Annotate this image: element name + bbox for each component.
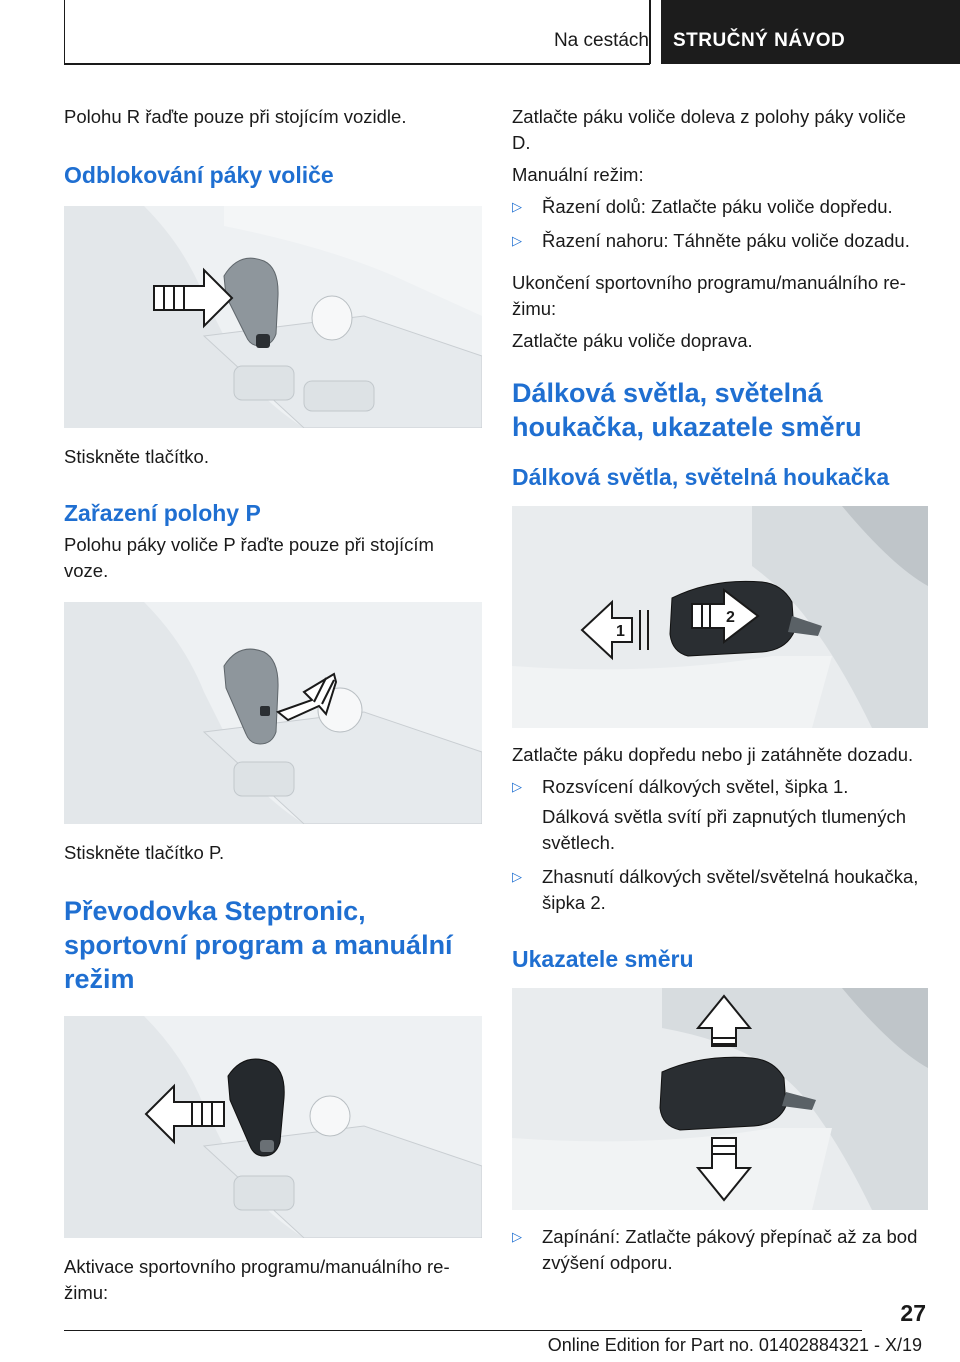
paragraph: Ukončení sportovního programu/manuálního re-žimu: [512,272,906,319]
list-item: ▷ Zhasnutí dálkových světel/světelná houkačka, šipka 2. [512,866,919,913]
arrow-label-2: 2 [726,609,735,626]
list-item-note: Dálková světla svítí při zapnutých tlumených světlech. [542,806,906,853]
figure-turn-signals-stalk [512,988,928,1210]
triangle-right-icon: ▷ [512,1229,522,1244]
triangle-right-icon: ▷ [512,869,522,884]
list-item: ▷ Rozsvícení dálkových světel, šipka 1. [512,774,928,800]
header-rule-bottom [64,63,650,65]
figure-sport-program [64,1016,482,1238]
header-rule-left [64,0,65,64]
heading-high-beams: Dálková světla, světelná houkačka [512,464,890,490]
header-separator [649,0,651,64]
list-turn-signals [512,1224,928,1276]
paragraph: Stiskněte tlačítko. [64,446,209,467]
heading-high-beams-turn-signals: Dálková světla, světelná houkačka, ukazatele směru [512,378,862,442]
header-chapter-tab[interactable] [661,0,960,64]
list-item: ▷ Řazení nahoru: Táhněte páku voliče dozadu. [512,228,928,254]
paragraph: Zatlačte páku voliče doprava. [512,330,753,351]
footer-edition: Online Edition for Part no. 01402884321 - X/19 [547,1335,922,1355]
paragraph: Stiskněte tlačítko P. [64,842,225,863]
paragraph: Polohu R řaďte pouze při stojícím vozidle. [64,106,407,127]
figure-unlock-selector [64,206,482,428]
paragraph: Zatlačte páku voliče doleva z polohy páky voliče D. [512,106,906,153]
paragraph: Aktivace sportovního programu/manuálního re-žimu: [64,1256,450,1303]
heading-unlock-selector: Odblokování páky voliče [64,162,334,188]
triangle-right-icon: ▷ [512,779,522,794]
figure-park-button [64,602,482,824]
paragraph: Polohu páky voliče P řaďte pouze při stojícím voze. [64,534,434,581]
right-column [512,102,928,1276]
figure-high-beams-stalk [512,506,928,728]
paragraph: Manuální režim: [512,164,644,185]
header-chapter-label: STRUČNÝ NÁVOD [673,30,846,51]
heading-turn-signals: Ukazatele směru [512,946,694,972]
paragraph: Zatlačte páku dopředu nebo ji zatáhněte dozadu. [512,744,914,765]
page-number: 27 [900,1300,926,1326]
arrow-label-1: 1 [616,623,625,640]
footer-rule [64,1330,862,1331]
triangle-right-icon: ▷ [512,233,522,248]
list-item: ▷ Zapínání: Zatlačte pákový přepínač až za bod zvýšení odporu. [512,1226,918,1273]
triangle-right-icon: ▷ [512,199,522,214]
heading-engage-park: Zařazení polohy P [64,500,261,526]
left-column [64,102,482,1306]
header-section-title: Na cestách [553,30,649,51]
heading-steptronic: Převodovka Steptronic, sportovní program a manuální režim [64,896,453,994]
list-high-beams [512,774,928,916]
list-item: ▷ Řazení dolů: Zatlačte páku voliče dopředu. [512,194,928,220]
list-manual-mode [512,194,928,254]
